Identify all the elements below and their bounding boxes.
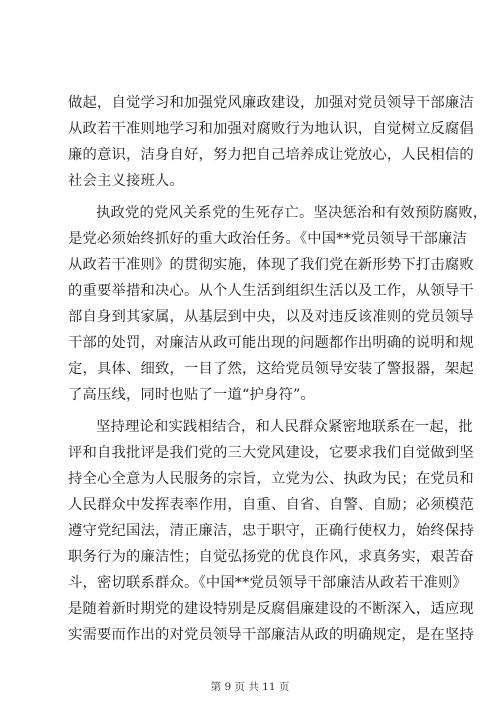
paragraph-1-line-4: 社会主义接班人。 — [68, 173, 184, 189]
paragraph-1-line-2: 从政若干准则地学习和加强对腐败行为地认识，自觉树立反腐倡 — [68, 121, 474, 137]
paragraph-2-line-5: 部自身到其家属，从基层到中央，以及对违反该准则的党员领导 — [68, 309, 474, 325]
paragraph-3-line-7: 斗，密切联系群众。《中国**党员领导干部廉洁从政若干准则》 — [68, 575, 467, 591]
paragraph-3-line-3: 持全心全意为人民服务的宗旨，立党为公、执政为民；在党员和 — [68, 471, 474, 487]
paragraph-2-line-2: 是党必须始终抓好的重大政治任务。《中国**党员领导干部廉洁 — [68, 231, 467, 247]
paragraph-1-line-3: 廉的意识，洁身自好，努力把自己培养成让党放心，人民相信的 — [68, 147, 474, 163]
paragraph-2-line-1: 执政党的党风关系党的生死存亡。坚决惩治和有效预防腐败， — [96, 205, 488, 221]
paragraph-2-line-7: 定，具体、细致，一目了然，这给党员领导安装了警报器，架起 — [68, 361, 474, 377]
paragraph-3-line-9: 实需要而作出的对党员领导干部廉洁从政的明确规定，是在坚持 — [68, 627, 474, 643]
paragraph-1-line-1: 做起，自觉学习和加强党风廉政建设，加强对党员领导干部廉洁 — [68, 95, 474, 111]
paragraph-3-line-1: 坚持理论和实践相结合，和人民群众紧密地联系在一起，批 — [96, 419, 473, 435]
paragraph-3-line-6: 职务行为的廉洁性；自觉弘扬党的优良作风，求真务实，艰苦奋 — [68, 549, 474, 565]
paragraph-2-line-6: 干部的处罚，对廉洁从政可能出现的问题都作出明确的说明和规 — [68, 335, 474, 351]
paragraph-2-line-3: 从政若干准则》的贯彻实施，体现了我们党在新形势下打击腐败 — [68, 257, 474, 273]
paragraph-3-line-2: 评和自我批评是我们党的三大党风建设，它要求我们自觉做到坚 — [68, 445, 474, 461]
paragraph-3-line-8: 是随着新时期党的建设特别是反腐倡廉建设的不断深入，适应现 — [68, 601, 474, 617]
page-footer: 第 9 页 共 11 页 — [210, 681, 290, 693]
paragraph-3-line-5: 遵守党纪国法，清正廉洁，忠于职守，正确行使权力，始终保持 — [68, 523, 474, 539]
paragraph-3-line-4: 人民群众中发挥表率作用，自重、自省、自警、自励；必须模范 — [68, 497, 474, 513]
paragraph-2-line-4: 的重要举措和决心。从个人生活到组织生活以及工作，从领导干 — [68, 283, 474, 299]
document-body — [68, 90, 488, 648]
paragraph-2-line-8: 了高压线，同时也贴了一道“护身符”。 — [68, 387, 315, 403]
